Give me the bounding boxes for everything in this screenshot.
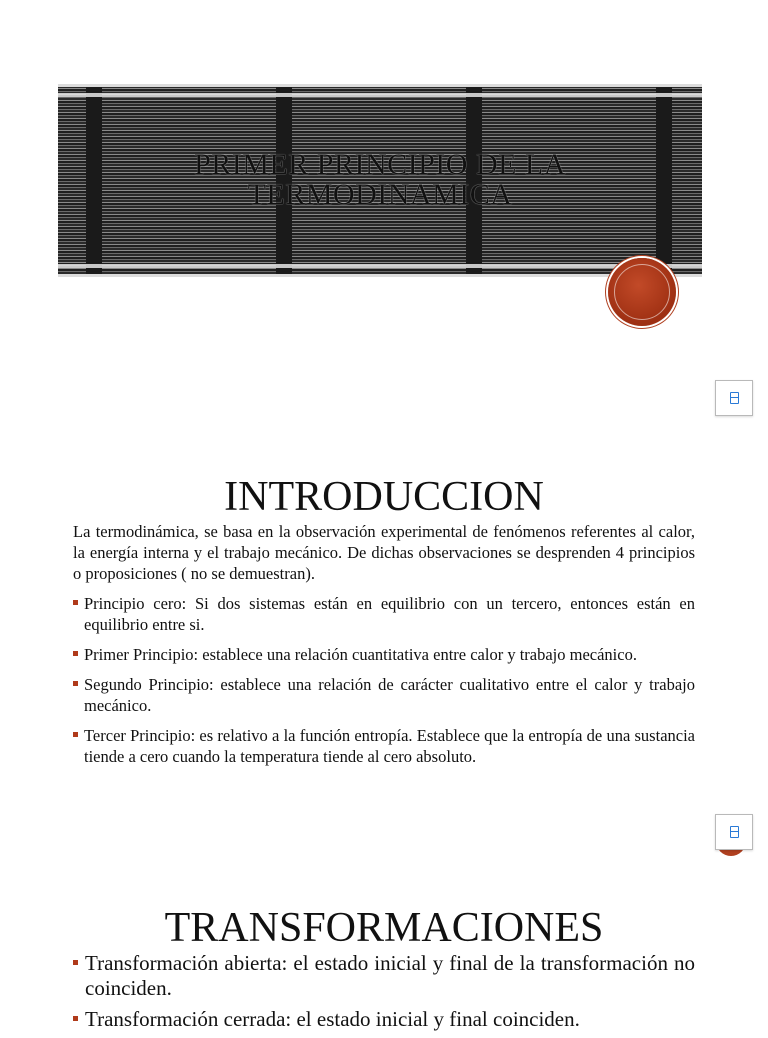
bullet-marker	[73, 681, 78, 686]
document-icon	[730, 826, 739, 838]
side-document-button[interactable]	[715, 380, 753, 416]
section-heading-transformaciones: TRANSFORMACIONES	[164, 905, 604, 951]
banner-stripe	[58, 264, 702, 268]
list-item	[73, 725, 695, 767]
intro-paragraph: La termodinámica, se basa en la observación experimental de fenómenos referentes al calor, la energía interna y el trabajo mecánico. De dichas observaciones se desprenden 4 principios o proposiciones ( no se demuestran).	[73, 522, 695, 583]
list-item	[73, 644, 695, 665]
list-item	[73, 674, 695, 716]
bullet-marker	[73, 600, 78, 605]
list-item	[73, 593, 695, 635]
bullet-marker	[73, 1016, 78, 1021]
list-item-text: Tercer Principio: es relativo a la función entropía. Establece que la entropía de una sustancia tiende a cero cuando la temperatura tiende al cero absoluto.	[84, 726, 695, 766]
transformations-list	[73, 951, 695, 1038]
bullet-marker	[73, 960, 78, 965]
list-item-text: Segundo Principio: establece una relación de carácter cualitativo entre el calor y trabajo mecánico.	[84, 675, 695, 715]
list-item-text: Primer Principio: establece una relación cuantitativa entre calor y trabajo mecánico.	[84, 645, 637, 664]
bullet-marker	[73, 732, 78, 737]
list-item-text: Transformación cerrada: el estado inicial y final coinciden.	[85, 1007, 580, 1031]
side-document-button[interactable]	[715, 814, 753, 850]
list-item	[73, 1007, 695, 1032]
list-item-text: Transformación abierta: el estado inicial y final de la transformación no coinciden.	[85, 951, 695, 1000]
section-heading-introduccion: INTRODUCCION	[224, 474, 544, 520]
document-icon	[730, 392, 739, 404]
banner-stripe	[58, 93, 702, 97]
bullet-marker	[73, 651, 78, 656]
title-line-1: PRIMER PRINCIPIO DE LA	[194, 148, 566, 181]
title-line-2: TERMODINAMICA	[247, 178, 513, 211]
list-item-text: Principio cero: Si dos sistemas están en equilibrio con un tercero, entonces están en equilibrio entre si.	[84, 594, 695, 634]
presentation-title	[58, 150, 702, 210]
principles-list	[73, 593, 695, 776]
decorative-circle	[608, 258, 676, 326]
list-item	[73, 951, 695, 1001]
